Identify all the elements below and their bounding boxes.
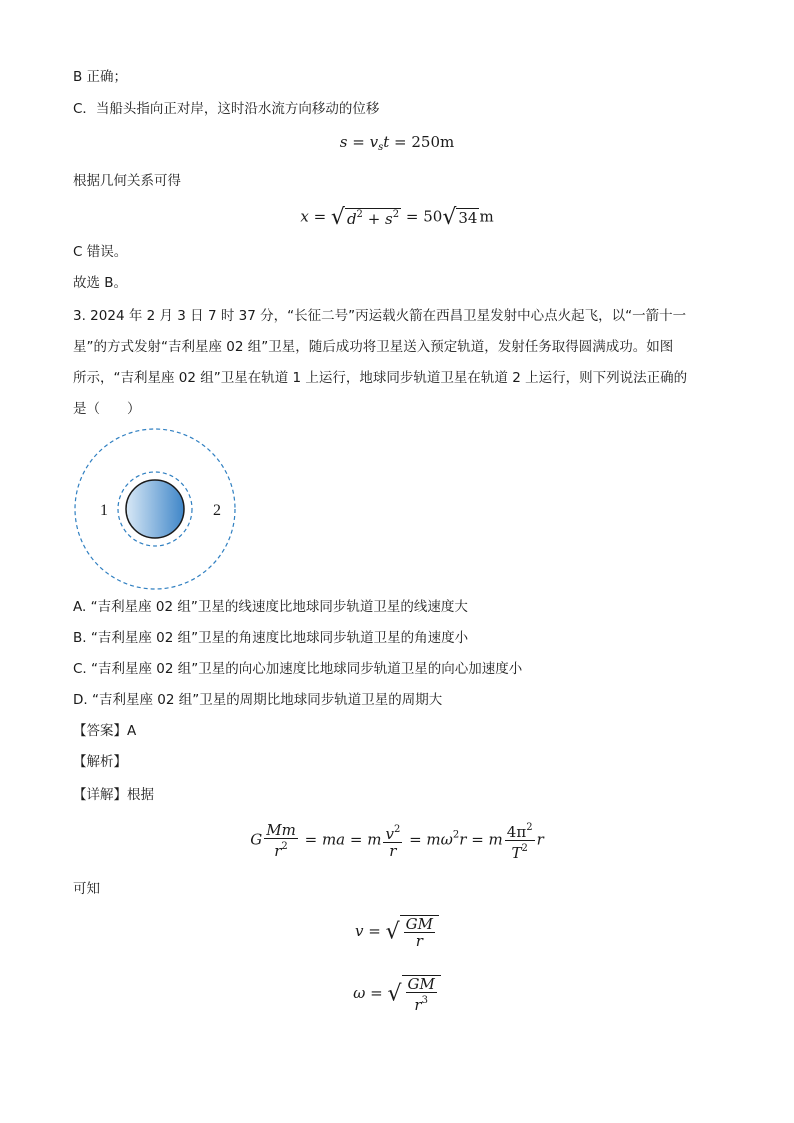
question-3-line3: 所示，“吉利星座 02 组”卫星在轨道 1 上运行，地球同步轨道卫星在轨道 2 上运行，则下列说法正确的 [73,370,688,386]
earth [126,480,184,538]
option-d: D. “吉利星座 02 组”卫星的周期比地球同步轨道卫星的周期大 [73,692,443,708]
analysis-heading: 【解析】 [73,754,127,770]
question-3-line2: 星”的方式发射“吉利星座 02 组”卫星，随后成功将卫星送入预定轨道，发射任务取得圆满成功。如图 [73,339,674,355]
text-c-wrong: C 错误。 [73,244,128,260]
answer: 【答案】A [73,723,137,739]
question-3-line4: 是（ ） [73,401,141,417]
text-c-statement: C．当船头指向正对岸，这时沿水流方向移动的位移 [73,101,380,117]
question-3-line1: 3. 2024 年 2 月 3 日 7 时 37 分，“长征二号”丙运载火箭在西昌卫星发射中心点火起飞，以“一箭十一 [73,308,687,324]
orbit-1-label: 1 [100,502,108,519]
text-kezhi: 可知 [73,881,100,897]
option-b: B. “吉利星座 02 组”卫星的角速度比地球同步轨道卫星的角速度小 [73,630,469,646]
option-c: C. “吉利星座 02 组”卫星的向心加速度比地球同步轨道卫星的向心加速度小 [73,661,523,677]
equation-gravitation: G $\frac{Mm}{r^2}$ = ma = m $\frac{v^2}{r}$ = $m\omega^2r = m$ $\frac{4\pi^2}{T^2}$ r [250,821,544,862]
detail-heading: 【详解】根据 [73,787,154,803]
equation-displacement: $s = v_st = 250m$ [339,133,455,153]
orbit-diagram [68,428,244,594]
option-a: A. “吉利星座 02 组”卫星的线速度比地球同步轨道卫星的线速度大 [73,599,468,615]
orbit-2-label: 2 [213,502,221,519]
equation-geometry: x = √ $d^2 + s^2 = 50√$ 34 m [300,205,494,230]
text-choose-b: 故选 B。 [73,275,128,291]
equation-velocity: v = √ $\frac{GM}{r}$ [0,915,794,949]
text-b-correct: B 正确； [73,69,128,85]
equation-angular-velocity: ω = √ $\frac{GM}{r^3}$ [0,975,794,1013]
text-geometry: 根据几何关系可得 [73,173,181,189]
